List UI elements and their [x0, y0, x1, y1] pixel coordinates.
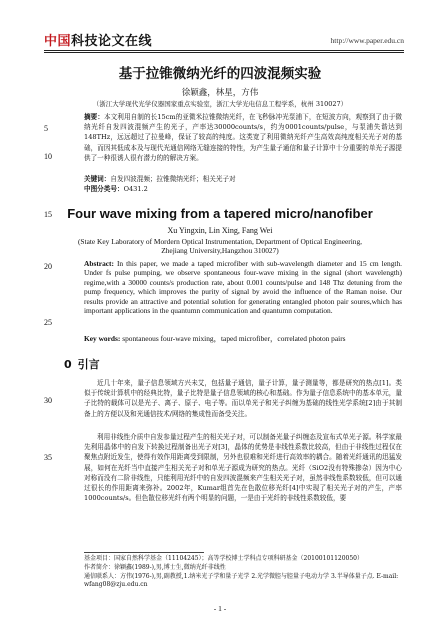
abstract-cn: [84, 112, 402, 163]
keywords-en: [84, 334, 402, 343]
page-number: - 1 -: [213, 604, 227, 613]
line-number: 5: [44, 124, 48, 133]
affiliation-en-line-1: (State Key Laboratory of Mordern Optical Instrumentation, Department of Optical Engineering,: [77, 237, 363, 246]
line-number: 30: [44, 396, 52, 405]
keywords-en-text: spontaneous four-wave mixing，taped microfiber，correlated photon pairs: [122, 334, 346, 343]
abstract-en-label: Abstract:: [84, 259, 114, 268]
abstract-en: [84, 259, 402, 315]
intro-paragraph-1: 近几十年来，量子信息领域方兴未艾，包括量子通信，量子计算，量子测量等，都是研究的热点[1]。类似于传统计算机中的经典比特，量子比特是量子信息领域的核心和基础。作为量子信息系统中的基本单元，量子比特的载体可以是光子、离子、原子、电子等。而以单光子和光子纠缠为基础的线性光学系统[2]由于其制备上的方便以及和光通信技术/网络的集成性而备受关注。: [84, 379, 402, 418]
line-number: 20: [44, 262, 52, 271]
header-rule: [44, 50, 404, 51]
authors-cn: 徐颖鑫，林星，方伟: [181, 88, 259, 98]
line-number: 25: [44, 318, 52, 327]
abstract-cn-label: 摘要：: [84, 113, 104, 121]
intro-paragraph-2: 利用非线性介质中自发参量过程产生的相关光子对，可以制备光量子纠缠态及宣布式单光子源。科学家最先利用晶体中的自发下转换过程制备出光子对[3]，晶体的优势是非线性系数比较高，但由于非线性过程仅在聚焦点附近发生，使得有效作用距离受到限制，另外也很难和光纤进行高效率的耦合。随着光纤通讯的迅猛发展，如何在光纤当中直接产生相关光子对和单光子源成为研究的热点。光纤（SiO2没有特殊掺杂）因为中心对称而没有二阶非线性，只能利用光纤中的自发四波混频来产生相关光子对，虽然非线性系数较低，但可以通过很长的作用距离来弥补。2002年，Kumar组首先在色散位移光纤[4]中实现了相关光子对的产生，产率1000counts/s。但色散位移光纤有两个明显的问题，一是由于光纤的非线性系数较低，要: [84, 433, 402, 503]
affiliation-cn: （浙江大学现代光学仪器国家重点实验室，浙江大学光电信息工程学系，杭州 310027）: [92, 100, 348, 108]
section-heading-intro: [64, 356, 106, 372]
abstract-en-text: In this paper, we made a taped microfiber with sub-wavelength diameter and 15 cm length. Under fs pulse pumping, we observe spontaneous four-wave mixing in the signal (short wavelength) regime,with a 30000 counts/s production rate, about 0.001 counts/pulse and 148 Thz detuning from the pump frequency, which improves the purity of signal by avoid the influence of the Raman noise. Our results provide an attractive and potential solution for generating entangled photon pair soures,which has important applications in the quantumn communication and quantumn computation.: [84, 259, 402, 316]
title-cn: 基于拉锥微纳光纤的四波混频实验: [118, 66, 322, 82]
abstract-cn-text: 本文利用自制的长15cm的亚微米拉锥微纳光纤，在飞秒脉冲光泵浦下，在短波方向，观察到了由于微纳光纤自发四波混频产生的光子，产率达30000counts/s，约为0001counts/pulse，与泵浦失谐达到148THz，远远超过了拉曼峰，保证了较高的纯度。这类宽了利用微纳光纤产生高效高纯度相关光子对的基础，而因其低成本及与现代光通信网络无缝连接的特性，为产生量子通信和量子计算中十分重要的单光子源提供了一种很诱人很有潜力的的解决方案。: [84, 113, 402, 162]
header-rule-2: [44, 52, 404, 53]
site-logo: [44, 30, 152, 49]
clc-cn-label: 中图分类号：: [84, 185, 124, 193]
affiliation-en-line-2: Zhejiang University,Hangzhou 310027): [161, 246, 279, 255]
line-number: 35: [44, 453, 52, 462]
line-number: 10: [44, 152, 52, 161]
keywords-en-label: Key words:: [84, 334, 121, 343]
line-number: 15: [44, 210, 52, 219]
footnote-author-bio: 作者简介：徐颖鑫(1989-),男,博士生,微纳光纤非线性: [84, 564, 226, 571]
authors-en: Xu Yingxin, Lin Xing, Fang Wei: [167, 226, 273, 235]
keywords-cn-label: 关键词：: [84, 175, 111, 183]
affiliation-en: [0, 237, 440, 255]
logo-black-text: 科技论文在线: [71, 34, 153, 49]
site-url: http://www.paper.edu.cn: [330, 36, 404, 45]
logo-red-text: 中国: [44, 34, 72, 49]
footnote-rule: [84, 552, 204, 553]
clc-cn: [84, 184, 402, 194]
section-number: 0: [64, 358, 72, 371]
footnote-fund: 基金项目：国家自然科学基金（11104245）；高等学校博士学科点专项科研基金（20100101120050）: [84, 555, 363, 562]
footnote-contact: 通信联系人：方伟(1976-),男,副教授,1.纳米光子学和量子光学 2.光学微腔与腔量子电动力学 3.半导体量子点. E-mail: wfang08@zju.edu.cn: [84, 573, 399, 589]
keywords-cn-text: 自发四波混频；拉锥微纳光纤；相关光子对: [110, 175, 236, 183]
title-en: Four wave mixing from a tapered micro/nanofiber: [67, 206, 373, 221]
section-title: 引言: [77, 358, 100, 371]
keywords-cn: [84, 174, 402, 184]
clc-cn-text: O431.2: [123, 185, 148, 193]
